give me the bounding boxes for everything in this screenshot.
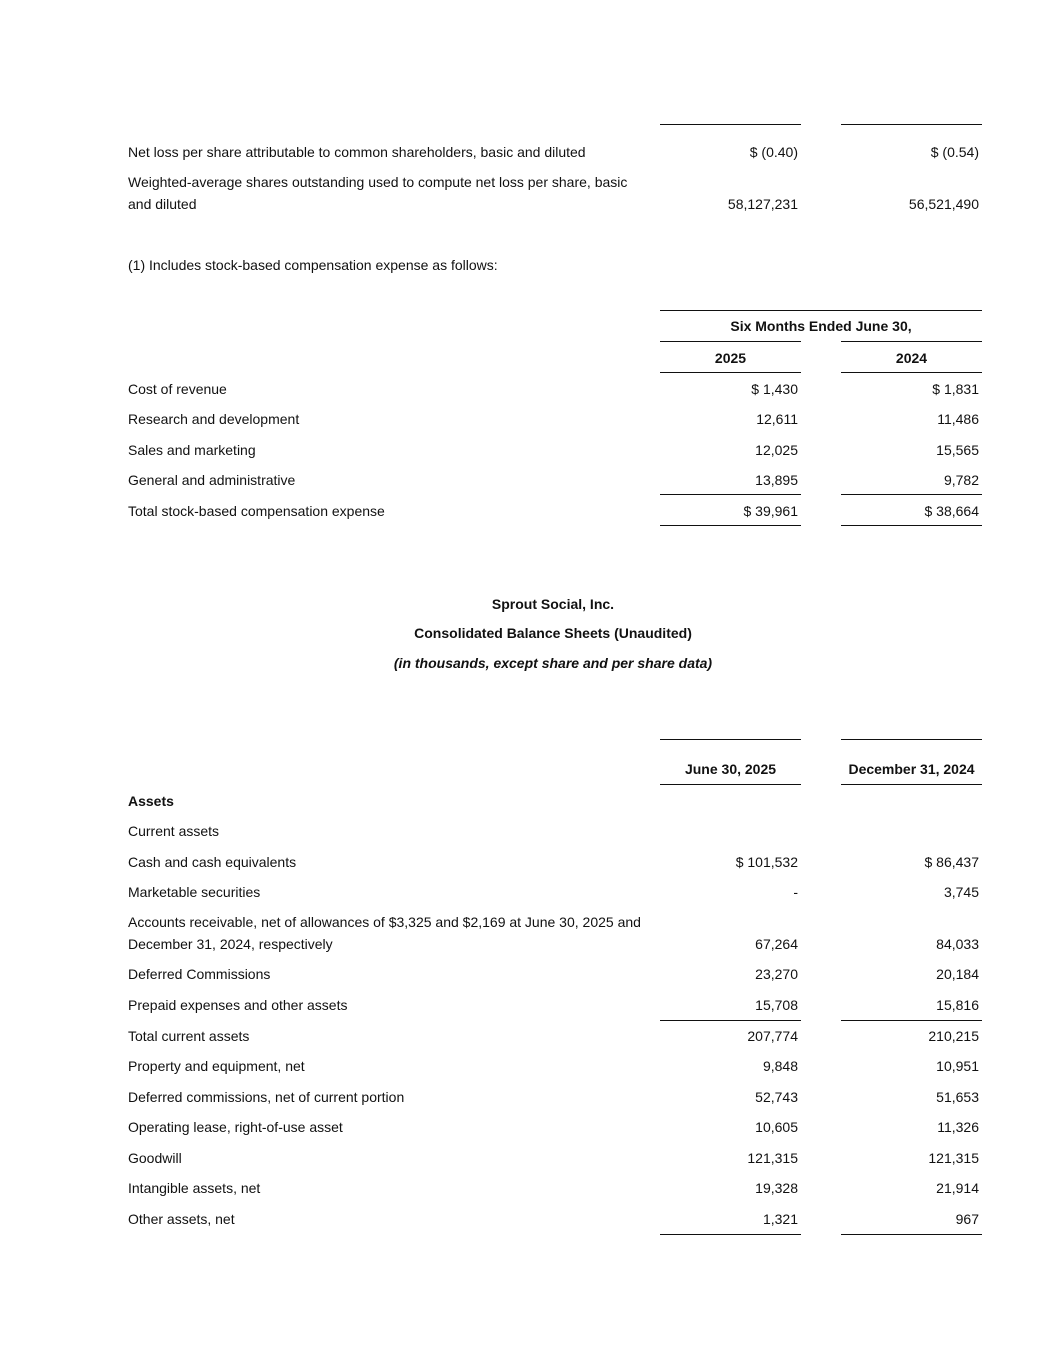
- company-name: Sprout Social, Inc.: [491, 596, 615, 612]
- bs-row-value-december: 967: [955, 1211, 979, 1227]
- bs-row-value-june: -: [793, 884, 798, 900]
- sbc-row-value-2024: 11,486: [937, 411, 979, 427]
- bs-bottom-rule-col1: [660, 1234, 801, 1235]
- bs-row-value-june: 23,270: [755, 966, 798, 982]
- bs-row-value-december: 51,653: [936, 1089, 979, 1105]
- bs-row-value-june: 52,743: [755, 1089, 798, 1105]
- bs-bottom-rule-col2: [841, 1234, 982, 1235]
- bs-row-value-june: 9,848: [762, 1058, 798, 1074]
- bs-row-value-june: 19,328: [755, 1180, 798, 1196]
- bs-total-current-assets-december: 210,215: [928, 1028, 979, 1044]
- balance-sheet-subtitle: (in thousands, except share and per share data): [393, 655, 713, 671]
- bs-total-current-assets-june: 207,774: [747, 1028, 798, 1044]
- assets-heading: Assets: [128, 793, 174, 809]
- bs-col-june-header: June 30, 2025: [684, 761, 777, 777]
- weighted-avg-shares-2025: 58,127,231: [727, 196, 798, 212]
- sbc-year-rule-col2: [841, 372, 982, 373]
- bs-row-label: Deferred commissions, net of current portion: [128, 1089, 405, 1105]
- sbc-row-value-2025: $ 1,430: [751, 381, 798, 397]
- bs-row-value-december: 84,033: [936, 936, 979, 952]
- sbc-row-value-2024: 9,782: [943, 472, 979, 488]
- weighted-avg-shares-label-line2: and diluted: [128, 196, 197, 212]
- sbc-total-label: Total stock-based compensation expense: [128, 503, 385, 519]
- sbc-row-value-2025: 13,895: [755, 472, 798, 488]
- sbc-row-label: Cost of revenue: [128, 381, 227, 397]
- bs-row-value-december: 121,315: [928, 1150, 979, 1166]
- bs-row-value-december: 21,914: [936, 1180, 979, 1196]
- bs-row-label: Marketable securities: [128, 884, 261, 900]
- bs-row-value-june: 121,315: [747, 1150, 798, 1166]
- bs-row-label: Cash and cash equivalents: [128, 854, 297, 870]
- bs-top-rule-col1: [660, 739, 801, 740]
- bs-row-label: Other assets, net: [128, 1211, 235, 1227]
- sbc-total-2025: $ 39,961: [743, 503, 798, 519]
- net-loss-per-share-label: Net loss per share attributable to common shareholders, basic and diluted: [128, 144, 586, 160]
- sbc-row-value-2024: $ 1,831: [932, 381, 979, 397]
- bs-row-value-december: 10,951: [936, 1058, 979, 1074]
- eps-top-rule-col2: [841, 124, 982, 125]
- bs-header-rule-col1: [660, 784, 801, 785]
- balance-sheet-title: Consolidated Balance Sheets (Unaudited): [414, 625, 692, 641]
- bs-row-value-december: 20,184: [936, 966, 979, 982]
- sbc-row-label: General and administrative: [128, 472, 296, 488]
- bs-row-label: Property and equipment, net: [128, 1058, 305, 1074]
- sbc-row-value-2025: 12,025: [755, 442, 798, 458]
- net-loss-per-share-2025: $ (0.40): [749, 144, 798, 160]
- sbc-subtotal-rule-col1: [660, 494, 801, 495]
- bs-col-december-header: December 31, 2024: [848, 761, 975, 777]
- bs-row-value-june: 10,605: [755, 1119, 798, 1135]
- sbc-total-rule-col2: [841, 525, 982, 526]
- bs-row-label: Prepaid expenses and other assets: [128, 997, 348, 1013]
- sbc-row-value-2025: 12,611: [756, 411, 798, 427]
- bs-row-value-june: 1,321: [762, 1211, 798, 1227]
- sbc-header-rule-col1: [660, 341, 801, 342]
- sbc-col-2025-header: 2025: [714, 350, 747, 366]
- bs-row-value-december: 11,326: [937, 1119, 979, 1135]
- sbc-row-label: Research and development: [128, 411, 300, 427]
- eps-top-rule-col1: [660, 124, 801, 125]
- bs-row-value-june: $ 101,532: [735, 854, 798, 870]
- bs-row-label: Intangible assets, net: [128, 1180, 261, 1196]
- weighted-avg-shares-label-line1: Weighted-average shares outstanding used to compute net loss per share, basic: [128, 174, 628, 190]
- bs-row-label: December 31, 2024, respectively: [128, 936, 333, 952]
- bs-row-value-december: 3,745: [943, 884, 979, 900]
- bs-row-label-line1: Accounts receivable, net of allowances of $3,325 and $2,169 at June 30, 2025 and: [128, 914, 641, 930]
- bs-row-value-december: $ 86,437: [924, 854, 979, 870]
- sbc-footnote: (1) Includes stock-based compensation expense as follows:: [128, 257, 498, 273]
- sbc-row-value-2024: 15,565: [936, 442, 979, 458]
- bs-row-value-june: 67,264: [755, 936, 798, 952]
- bs-total-current-assets-label: Total current assets: [128, 1028, 250, 1044]
- net-loss-per-share-2024: $ (0.54): [930, 144, 979, 160]
- sbc-row-label: Sales and marketing: [128, 442, 256, 458]
- sbc-top-rule: [660, 310, 982, 311]
- sbc-total-2024: $ 38,664: [924, 503, 979, 519]
- bs-top-rule-col2: [841, 739, 982, 740]
- bs-row-label: Goodwill: [128, 1150, 182, 1166]
- bs-header-rule-col2: [841, 784, 982, 785]
- bs-subtotal-rule-col2: [841, 1020, 982, 1021]
- sbc-total-rule-col1: [660, 525, 801, 526]
- sbc-subtotal-rule-col2: [841, 494, 982, 495]
- current-assets-heading: Current assets: [128, 823, 220, 839]
- bs-row-label: Operating lease, right-of-use asset: [128, 1119, 343, 1135]
- bs-row-value-december: 15,816: [936, 997, 979, 1013]
- sbc-header-rule-col2: [841, 341, 982, 342]
- bs-subtotal-rule-col1: [660, 1020, 801, 1021]
- sbc-period-header: Six Months Ended June 30,: [730, 318, 912, 334]
- bs-row-label: Deferred Commissions: [128, 966, 271, 982]
- sbc-year-rule-col1: [660, 372, 801, 373]
- weighted-avg-shares-2024: 56,521,490: [908, 196, 979, 212]
- sbc-col-2024-header: 2024: [895, 350, 928, 366]
- bs-row-value-june: 15,708: [755, 997, 798, 1013]
